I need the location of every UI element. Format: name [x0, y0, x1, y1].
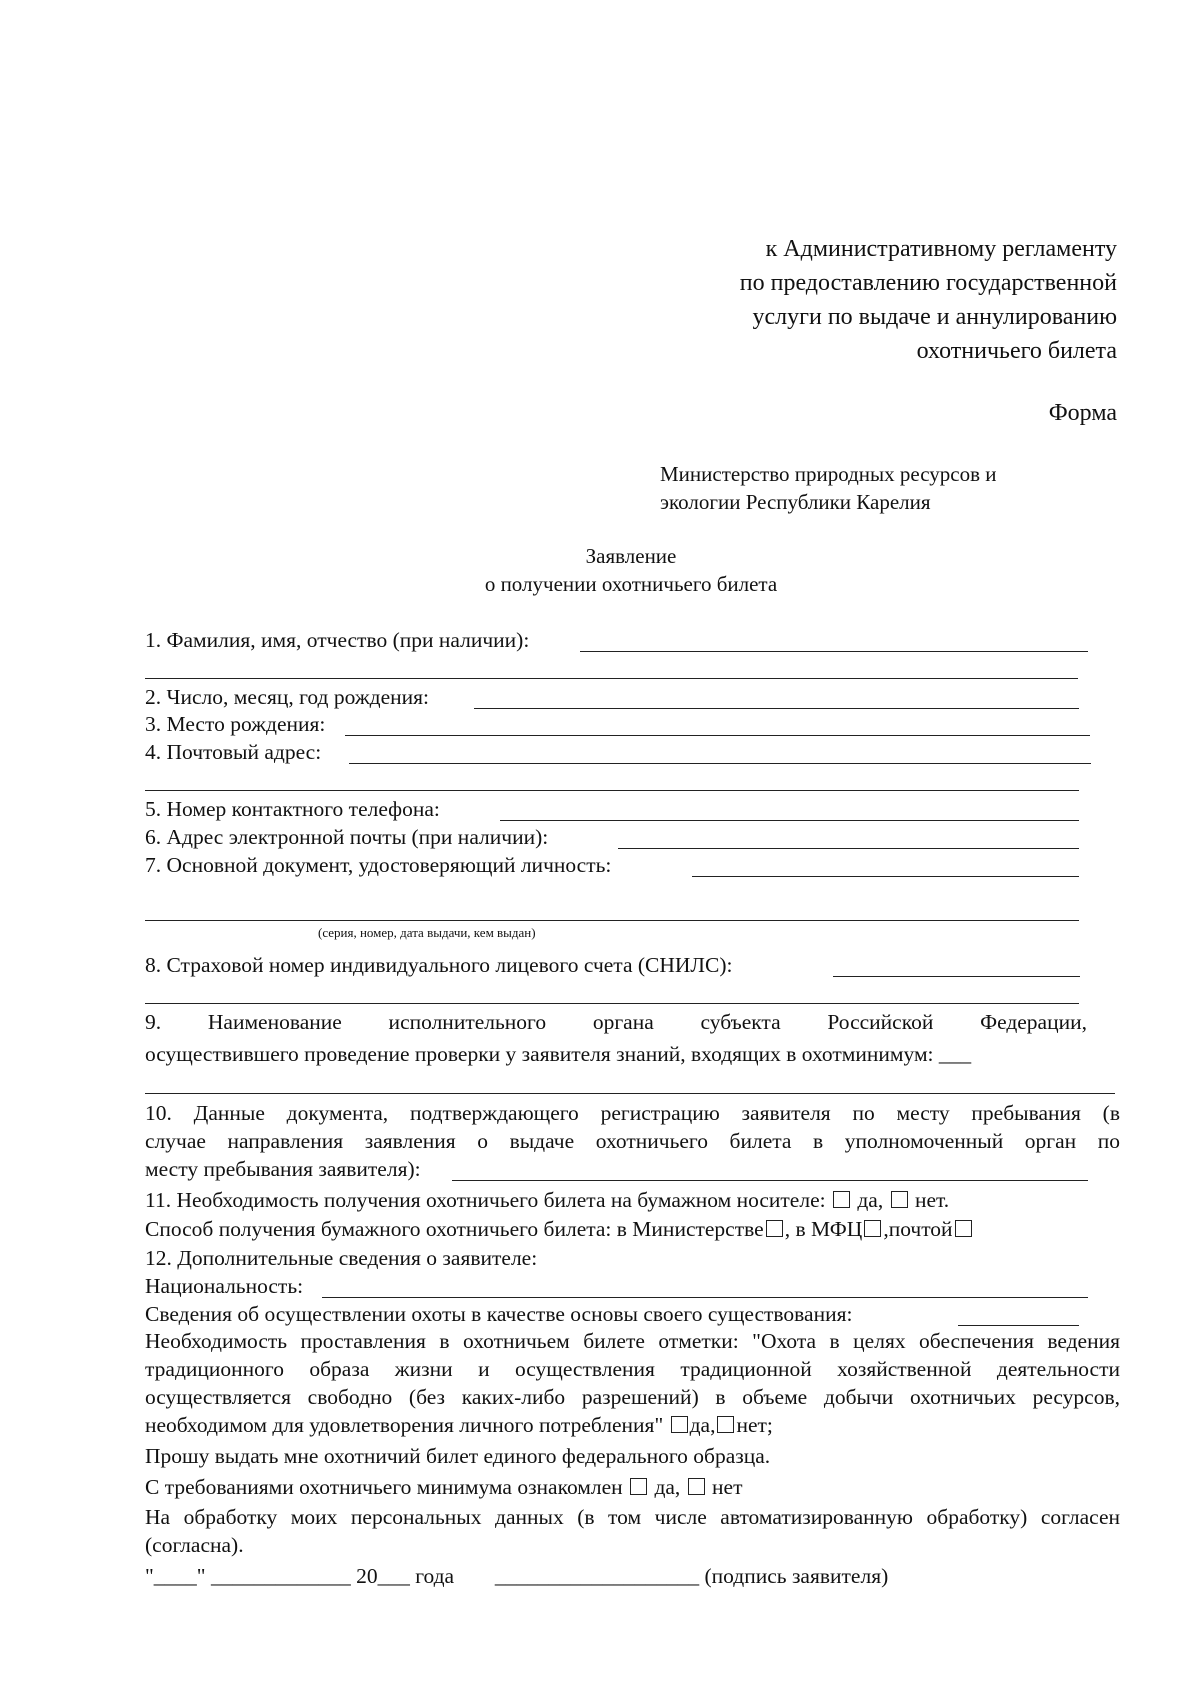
postal-address-input[interactable]	[349, 763, 1091, 764]
date-month-blank[interactable]: _____________	[210, 1564, 351, 1588]
recipient-line-2: экологии Республики Карелия	[660, 490, 931, 514]
recipient-line-1: Министерство природных ресурсов и	[660, 462, 997, 486]
snils-input-extra[interactable]	[145, 1003, 1079, 1004]
signature-label: (подпись заявителя)	[704, 1564, 889, 1588]
field-phone-label: 5. Номер контактного телефона:	[145, 797, 440, 821]
field-stay-registration-line-1: 10. Данные документа, подтверждающего регистрацию заявителя по месту пребывания (в	[145, 1101, 1120, 1125]
delivery-mfc-label: , в МФЦ	[784, 1217, 863, 1241]
minimum-label: С требованиями охотничьего минимума ознакомлен	[145, 1475, 623, 1499]
delivery-ministry-checkbox[interactable]	[766, 1220, 783, 1237]
field-authority-label-line-2: осуществившего проведение проверки у заявителя знаний, входящих в охотминимум: ___	[145, 1042, 972, 1066]
header-block	[560, 232, 1117, 368]
field-email-label: 6. Адрес электронной почты (при наличии):	[145, 825, 549, 849]
email-input[interactable]	[618, 848, 1079, 849]
snils-input[interactable]	[833, 976, 1080, 977]
form-label: Форма	[1048, 400, 1117, 426]
field-paper-ticket	[145, 1186, 949, 1214]
minimum-no-checkbox[interactable]	[688, 1478, 705, 1495]
title-line-2: о получении охотничьего билета	[484, 572, 778, 596]
title-line-1: Заявление	[585, 544, 677, 568]
delivery-post-checkbox[interactable]	[955, 1220, 972, 1237]
field-birth-place-label: 3. Место рождения:	[145, 712, 326, 736]
field-additional-info-label: 12. Дополнительные сведения о заявителе:	[145, 1246, 538, 1270]
minimum-no-label: нет	[712, 1475, 743, 1499]
header-line-2: по предоставлению государственной	[739, 270, 1117, 296]
paper-ticket-no-checkbox[interactable]	[891, 1191, 908, 1208]
delivery-mfc-checkbox[interactable]	[864, 1220, 881, 1237]
nationality-input[interactable]	[322, 1297, 1088, 1298]
delivery-label: Способ получения бумажного охотничьего билета: в Министерстве	[145, 1217, 764, 1241]
birth-place-input[interactable]	[345, 735, 1090, 736]
hunting-basis-input[interactable]	[958, 1325, 1079, 1326]
field-delivery-method	[145, 1215, 974, 1243]
date-signature-row	[145, 1562, 888, 1590]
paper-ticket-label: 11. Необходимость получения охотничьего билета на бумажном носителе:	[145, 1188, 826, 1212]
field-id-document-label: 7. Основной документ, удостоверяющий личность:	[145, 853, 612, 877]
minimum-yes-label: да,	[654, 1475, 681, 1499]
traditional-hunting-text: Необходимость проставления в охотничьем билете отметки: "Охота в целях обеспечения ведения традиционного образа жизни и осуществления традиционной хозяйственной деятельности осуществляется свободно (без каких-либо разрешений) в объеме добычи охотничьих ресурсов, необходимом для удовлетворения личного потребления"	[145, 1329, 1120, 1437]
field-nationality-label: Национальность:	[145, 1274, 304, 1298]
field-minimum-acknowledged	[145, 1473, 743, 1501]
paper-ticket-yes-checkbox[interactable]	[833, 1191, 850, 1208]
id-document-hint: (серия, номер, дата выдачи, кем выдан)	[318, 925, 536, 940]
field-stay-registration-line-2: случае направления заявления о выдаче охотничьего билета в уполномоченный орган по	[145, 1129, 1120, 1153]
traditional-hunting-yes-label: да,	[689, 1413, 716, 1437]
field-snils-label: 8. Страховой номер индивидуального лицевого счета (СНИЛС):	[145, 953, 733, 977]
paper-ticket-no-label: нет.	[914, 1188, 950, 1212]
id-document-input[interactable]	[692, 876, 1079, 877]
document-title	[0, 542, 1200, 598]
full-name-input[interactable]	[580, 651, 1088, 652]
field-traditional-hunting-mark	[145, 1327, 1120, 1439]
birth-date-input[interactable]	[474, 708, 1079, 709]
postal-address-input-extra[interactable]	[145, 790, 1079, 791]
header-line-4: охотничьего билета	[916, 338, 1117, 364]
traditional-hunting-yes-checkbox[interactable]	[671, 1416, 688, 1433]
recipient-block	[660, 460, 997, 516]
traditional-hunting-no-checkbox[interactable]	[717, 1416, 734, 1433]
field-birth-date-label: 2. Число, месяц, год рождения:	[145, 685, 430, 709]
field-hunting-basis-label: Сведения об осуществлении охоты в качестве основы своего существования:	[145, 1302, 853, 1326]
full-name-input-extra[interactable]	[145, 678, 1078, 679]
signature-blank[interactable]: ___________________	[494, 1564, 700, 1588]
id-document-input-extra[interactable]	[145, 920, 1079, 921]
date-day-blank[interactable]: "____"	[145, 1564, 206, 1588]
phone-input[interactable]	[500, 820, 1079, 821]
header-line-3: услуги по выдаче и аннулированию	[752, 304, 1117, 330]
date-year[interactable]: 20___ года	[356, 1564, 455, 1588]
delivery-post-label: ,почтой	[883, 1217, 953, 1241]
field-postal-address-label: 4. Почтовый адрес:	[145, 740, 322, 764]
consent-statement: На обработку моих персональных данных (в том числе автоматизированную обработку) согласен (согласна).	[145, 1505, 1120, 1557]
stay-registration-input[interactable]	[452, 1180, 1088, 1181]
minimum-yes-checkbox[interactable]	[630, 1478, 647, 1495]
field-authority-label-line-1: 9. Наименование исполнительного органа субъекта Российской Федерации,	[145, 1010, 1087, 1034]
field-stay-registration-line-3: месту пребывания заявителя):	[145, 1157, 421, 1181]
traditional-hunting-no-label: нет;	[736, 1413, 773, 1437]
request-statement: Прошу выдать мне охотничий билет единого федерального образца.	[145, 1444, 771, 1468]
authority-input[interactable]	[145, 1093, 1115, 1094]
paper-ticket-yes-label: да,	[857, 1188, 884, 1212]
field-full-name-label: 1. Фамилия, имя, отчество (при наличии):	[145, 628, 530, 652]
header-line-1: к Административному регламенту	[765, 236, 1117, 262]
